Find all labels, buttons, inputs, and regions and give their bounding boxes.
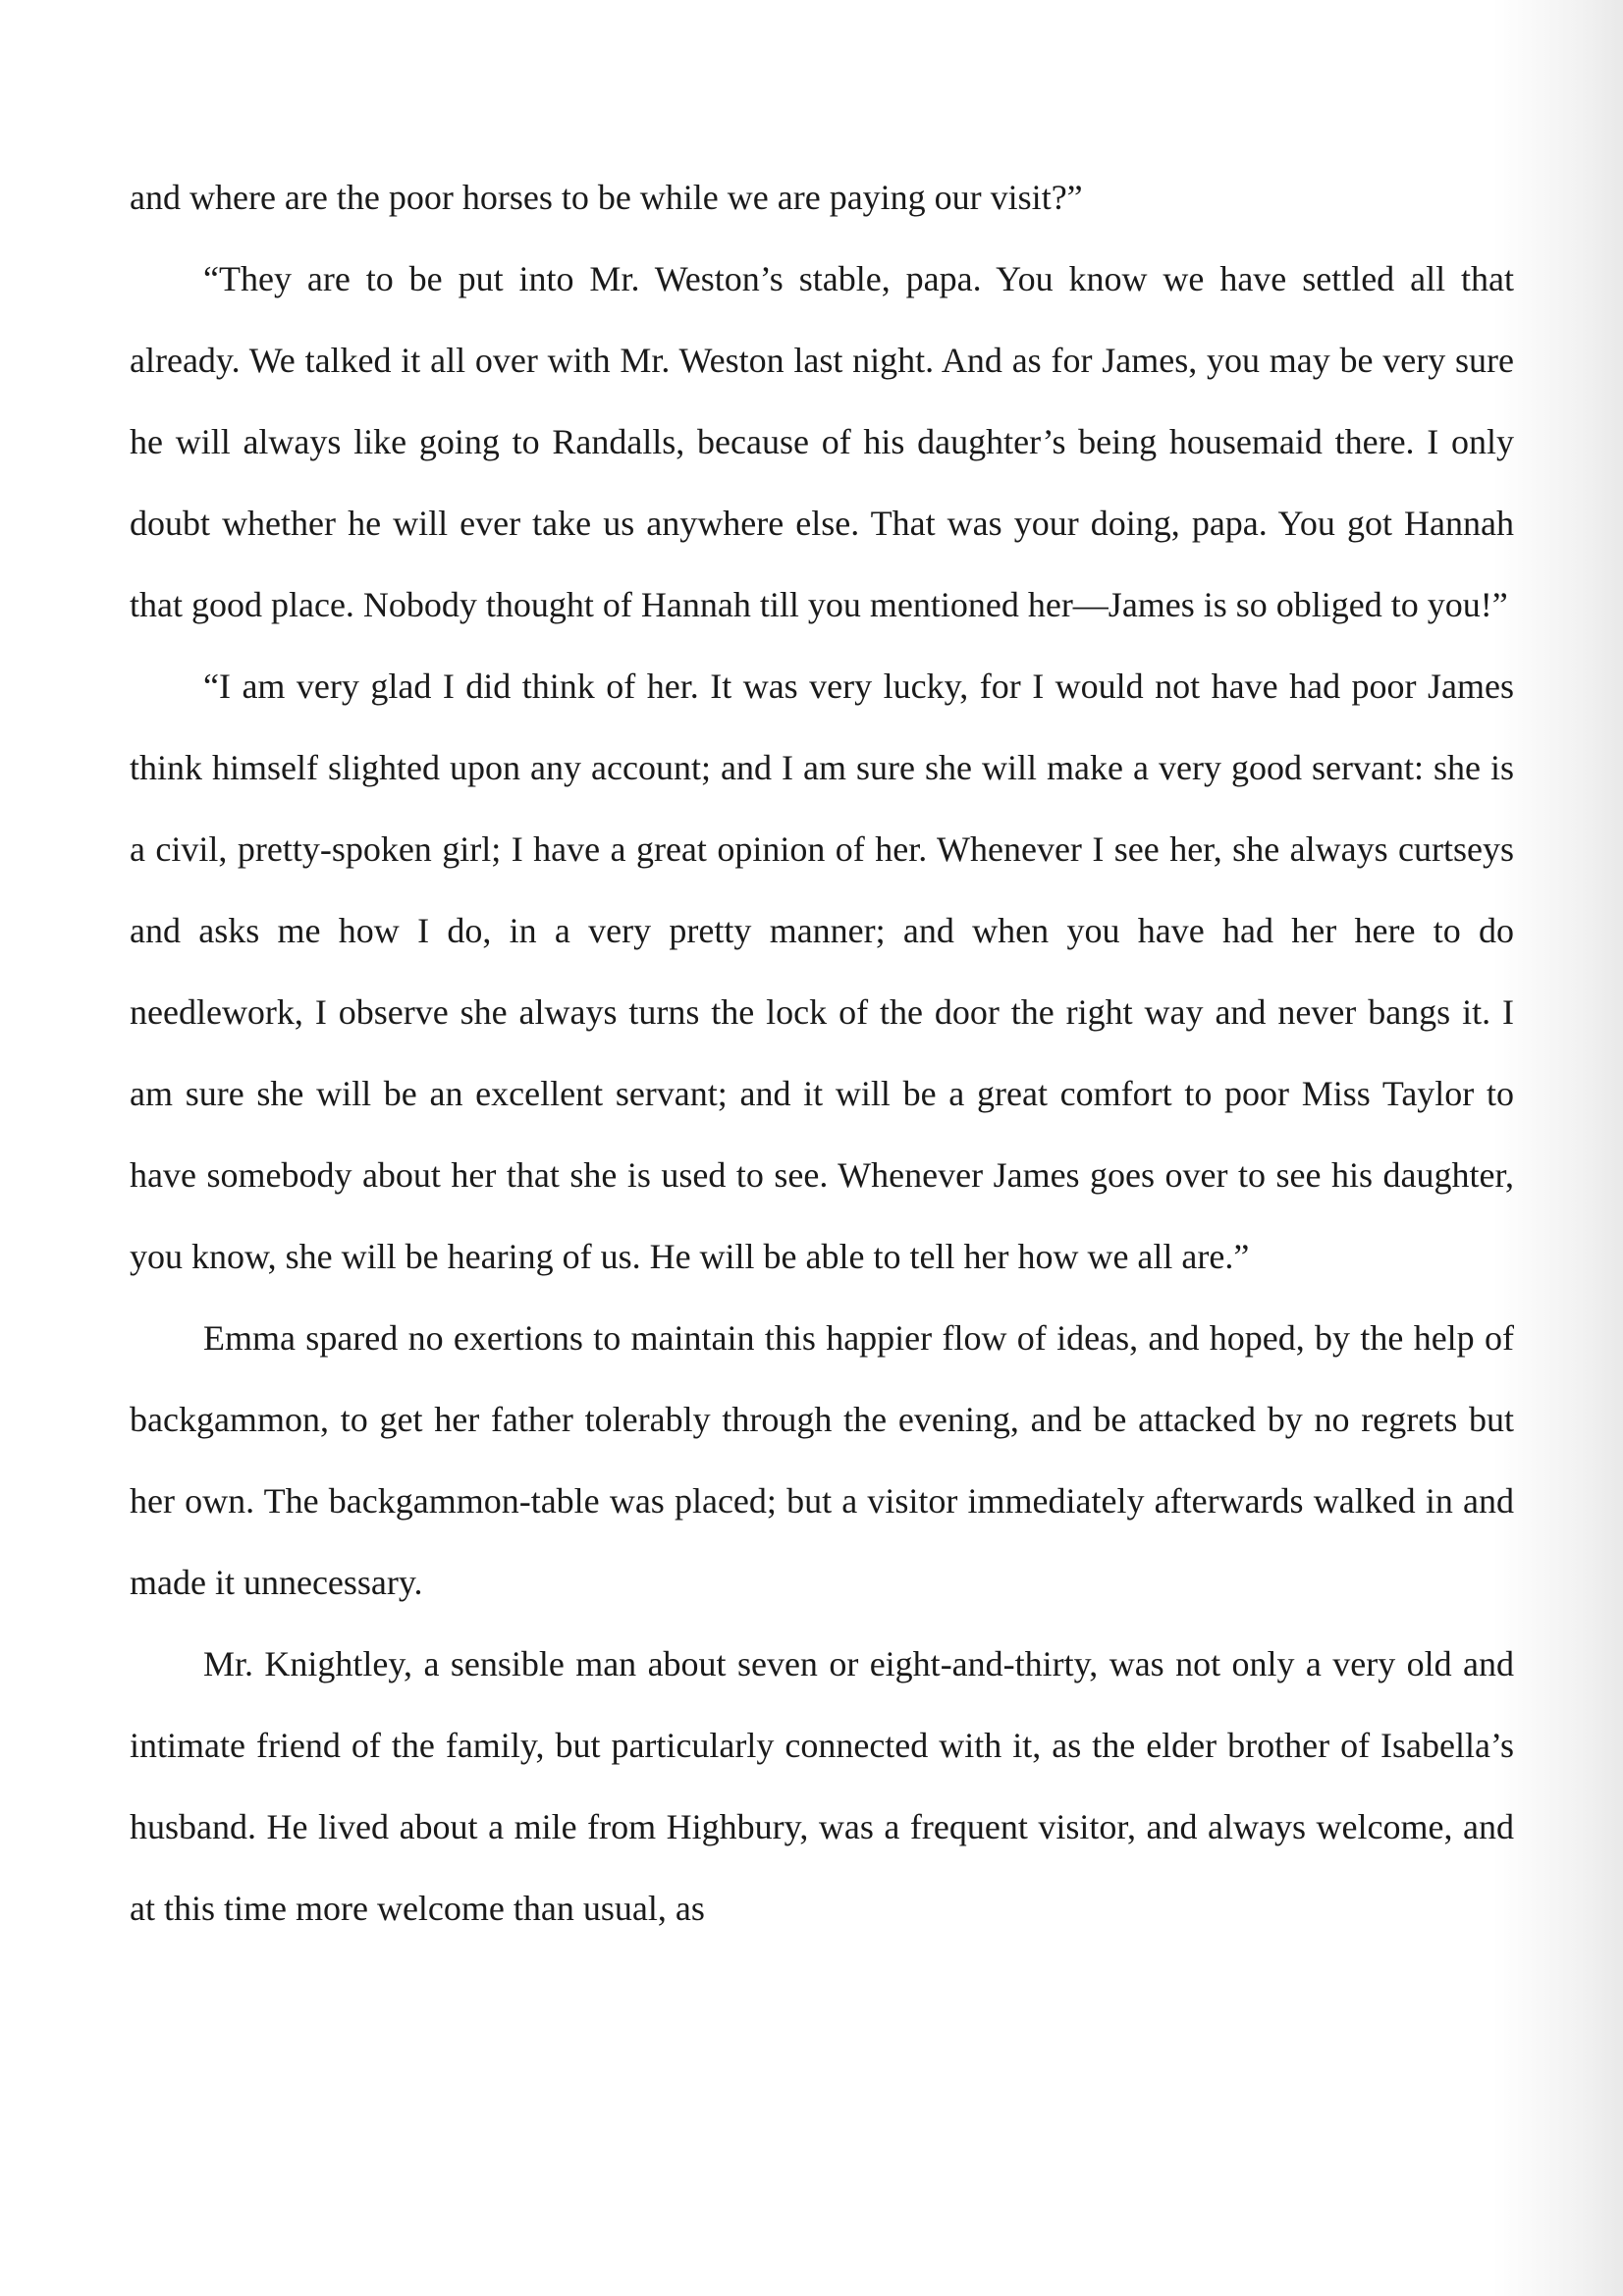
paragraph-emma-reply: “They are to be put into Mr. Weston’s stable, papa. You know we have settled all that already. We talked it all over with Mr. Weston last night. And as for James, you may be very sure he will always like going to Randalls, because of his daughter’s being housemaid there. I only doubt whether he will ever take us anywhere else. That was your doing, papa. You got Hannah that good place. Nobody thought of Hannah till you mentioned her—James is so obliged to you!” xyxy=(130,259,1514,624)
paragraph-father-reply: “I am very glad I did think of her. It was very lucky, for I would not have had poor James think himself slighted upon any account; and I am sure she will make a very good servant: she is a civil, pretty-spoken girl; I have a great opinion of her. Whenever I see her, she always curtseys and asks me how I do, in a very pretty manner; and when you have had her here to do needlework, I observe she always turns the lock of the door the right way and never bangs it. I am sure she will be an excellent servant; and it will be a great comfort to poor Miss Taylor to have somebody about her that she is used to see. Whenever James goes over to see his daughter, you know, she will be hearing of us. He will be able to tell her how we all are.” xyxy=(130,667,1514,1276)
paragraph-mr-knightley: Mr. Knightley, a sensible man about seven or eight-and-thirty, was not only a very old and intimate friend of the family, but particularly connected with it, as the elder brother of Isabella’s husband. He lived about a mile from Highbury, was a frequent visitor, and always welcome, and at this time more welcome than usual, as xyxy=(130,1644,1514,1928)
paragraph-emma-backgammon: Emma spared no exertions to maintain this happier flow of ideas, and hoped, by the help of backgammon, to get her father tolerably through the evening, and be attacked by no regrets but her own. The backgammon-table was placed; but a visitor immediately afterwards walked in and made it unnecessary. xyxy=(130,1318,1514,1602)
paragraph-continuation: and where are the poor horses to be while we are paying our visit?” xyxy=(130,178,1083,217)
body-text xyxy=(130,157,1514,1949)
